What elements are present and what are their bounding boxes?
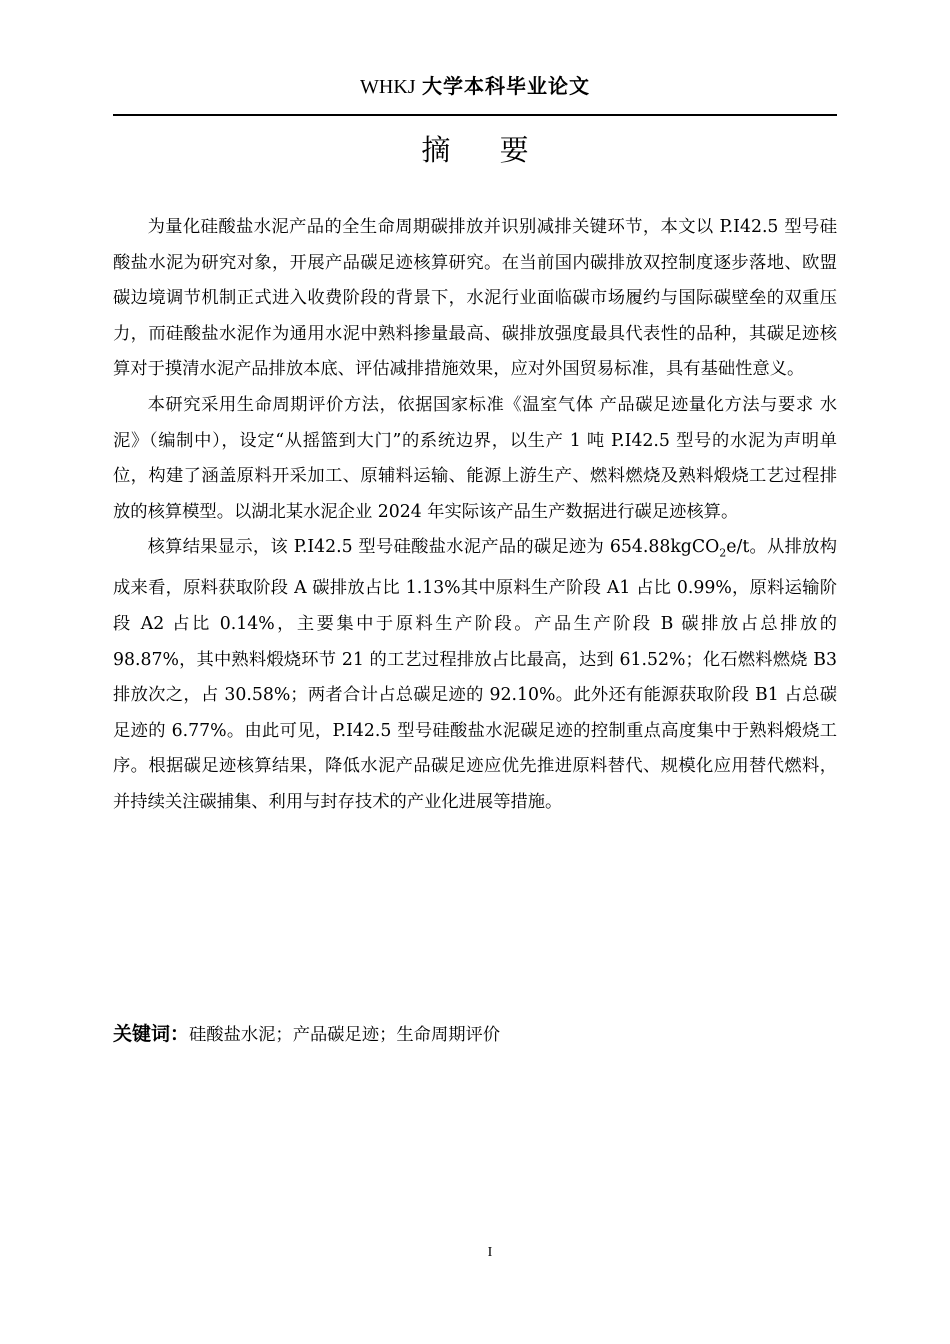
page-header [113,72,837,101]
abstract-paragraph-2: 本研究采用生命周期评价方法，依据国家标准《温室气体 产品碳足迹量化方法与要求 水泥》（编制中），设定“从摇篮到大门”的系统边界，以生产 1 吨 P.I42.5 型号的水泥为声明单位，构建了涵盖原料开采加工、原辅料运输、能源上游生产、燃料燃烧及熟料煅烧工艺过程排放的核算模型。以湖北某水泥企业 2024 年实际该产品生产数据进行碳足迹核算。 [113,394,837,522]
keywords-line [113,1018,837,1051]
co2-subscript: 2 [719,546,727,560]
page-number: I [487,1245,493,1260]
paragraph-3-after: e/t。从排放构成来看，原料获取阶段 A 碳排放占比 1.13%其中原料生产阶段 A1 占比 0.99%，原料运输阶段 A2 占比 0.14%，主要集中于原料生产阶段。产品生产阶段 B 碳排放占总排放的 98.87%，其中熟料煅烧环节 21 的工艺过程排放占比最高，达到 61.52%；化石燃料燃烧 B3 排放次之，占 30.58%；两者合计占总碳足迹的 92.10%。此外还有能源获取阶段 B1 占总碳足迹的 6.77%。由此可见，P.I42.5 型号硅酸盐水泥碳足迹的控制重点高度集中于熟料煅烧工序。根据碳足迹核算结果，降低水泥产品碳足迹应优先推进原料替代、规模化应用替代燃料，并持续关注碳捕集、利用与封存技术的产业化进展等措施。 [113,537,838,812]
abstract-paragraph-1: 为量化硅酸盐水泥产品的全生命周期碳排放并识别减排关键环节，本文以 P.I42.5 型号硅酸盐水泥为研究对象，开展产品碳足迹核算研究。在当前国内碳排放双控制度逐步落地、欧盟碳边境调节机制正式进入收费阶段的背景下，水泥行业面临碳市场履约与国际碳壁垒的双重压力，而硅酸盐水泥作为通用水泥中熟料掺量最高、碳排放强度最具代表性的品种，其碳足迹核算对于摸清水泥产品排放本底、评估减排措施效果，应对外国贸易标准，具有基础性意义。 [113,217,837,380]
abstract-body [113,210,837,821]
keywords-label: 关键词： [113,1023,190,1045]
abstract-paragraph-3 [113,530,837,820]
abstract-title: 摘 要 [421,133,549,167]
paragraph-3-before: 核算结果显示，该 P.I42.5 型号硅酸盐水泥产品的碳足迹为 654.88kgCO [147,537,720,558]
keywords-value: 硅酸盐水泥；产品碳足迹；生命周期评价 [189,1025,501,1045]
header-document-type: 大学本科毕业论文 [421,74,590,98]
header-university-code: WHKJ [360,76,416,98]
header-rule [113,114,837,116]
